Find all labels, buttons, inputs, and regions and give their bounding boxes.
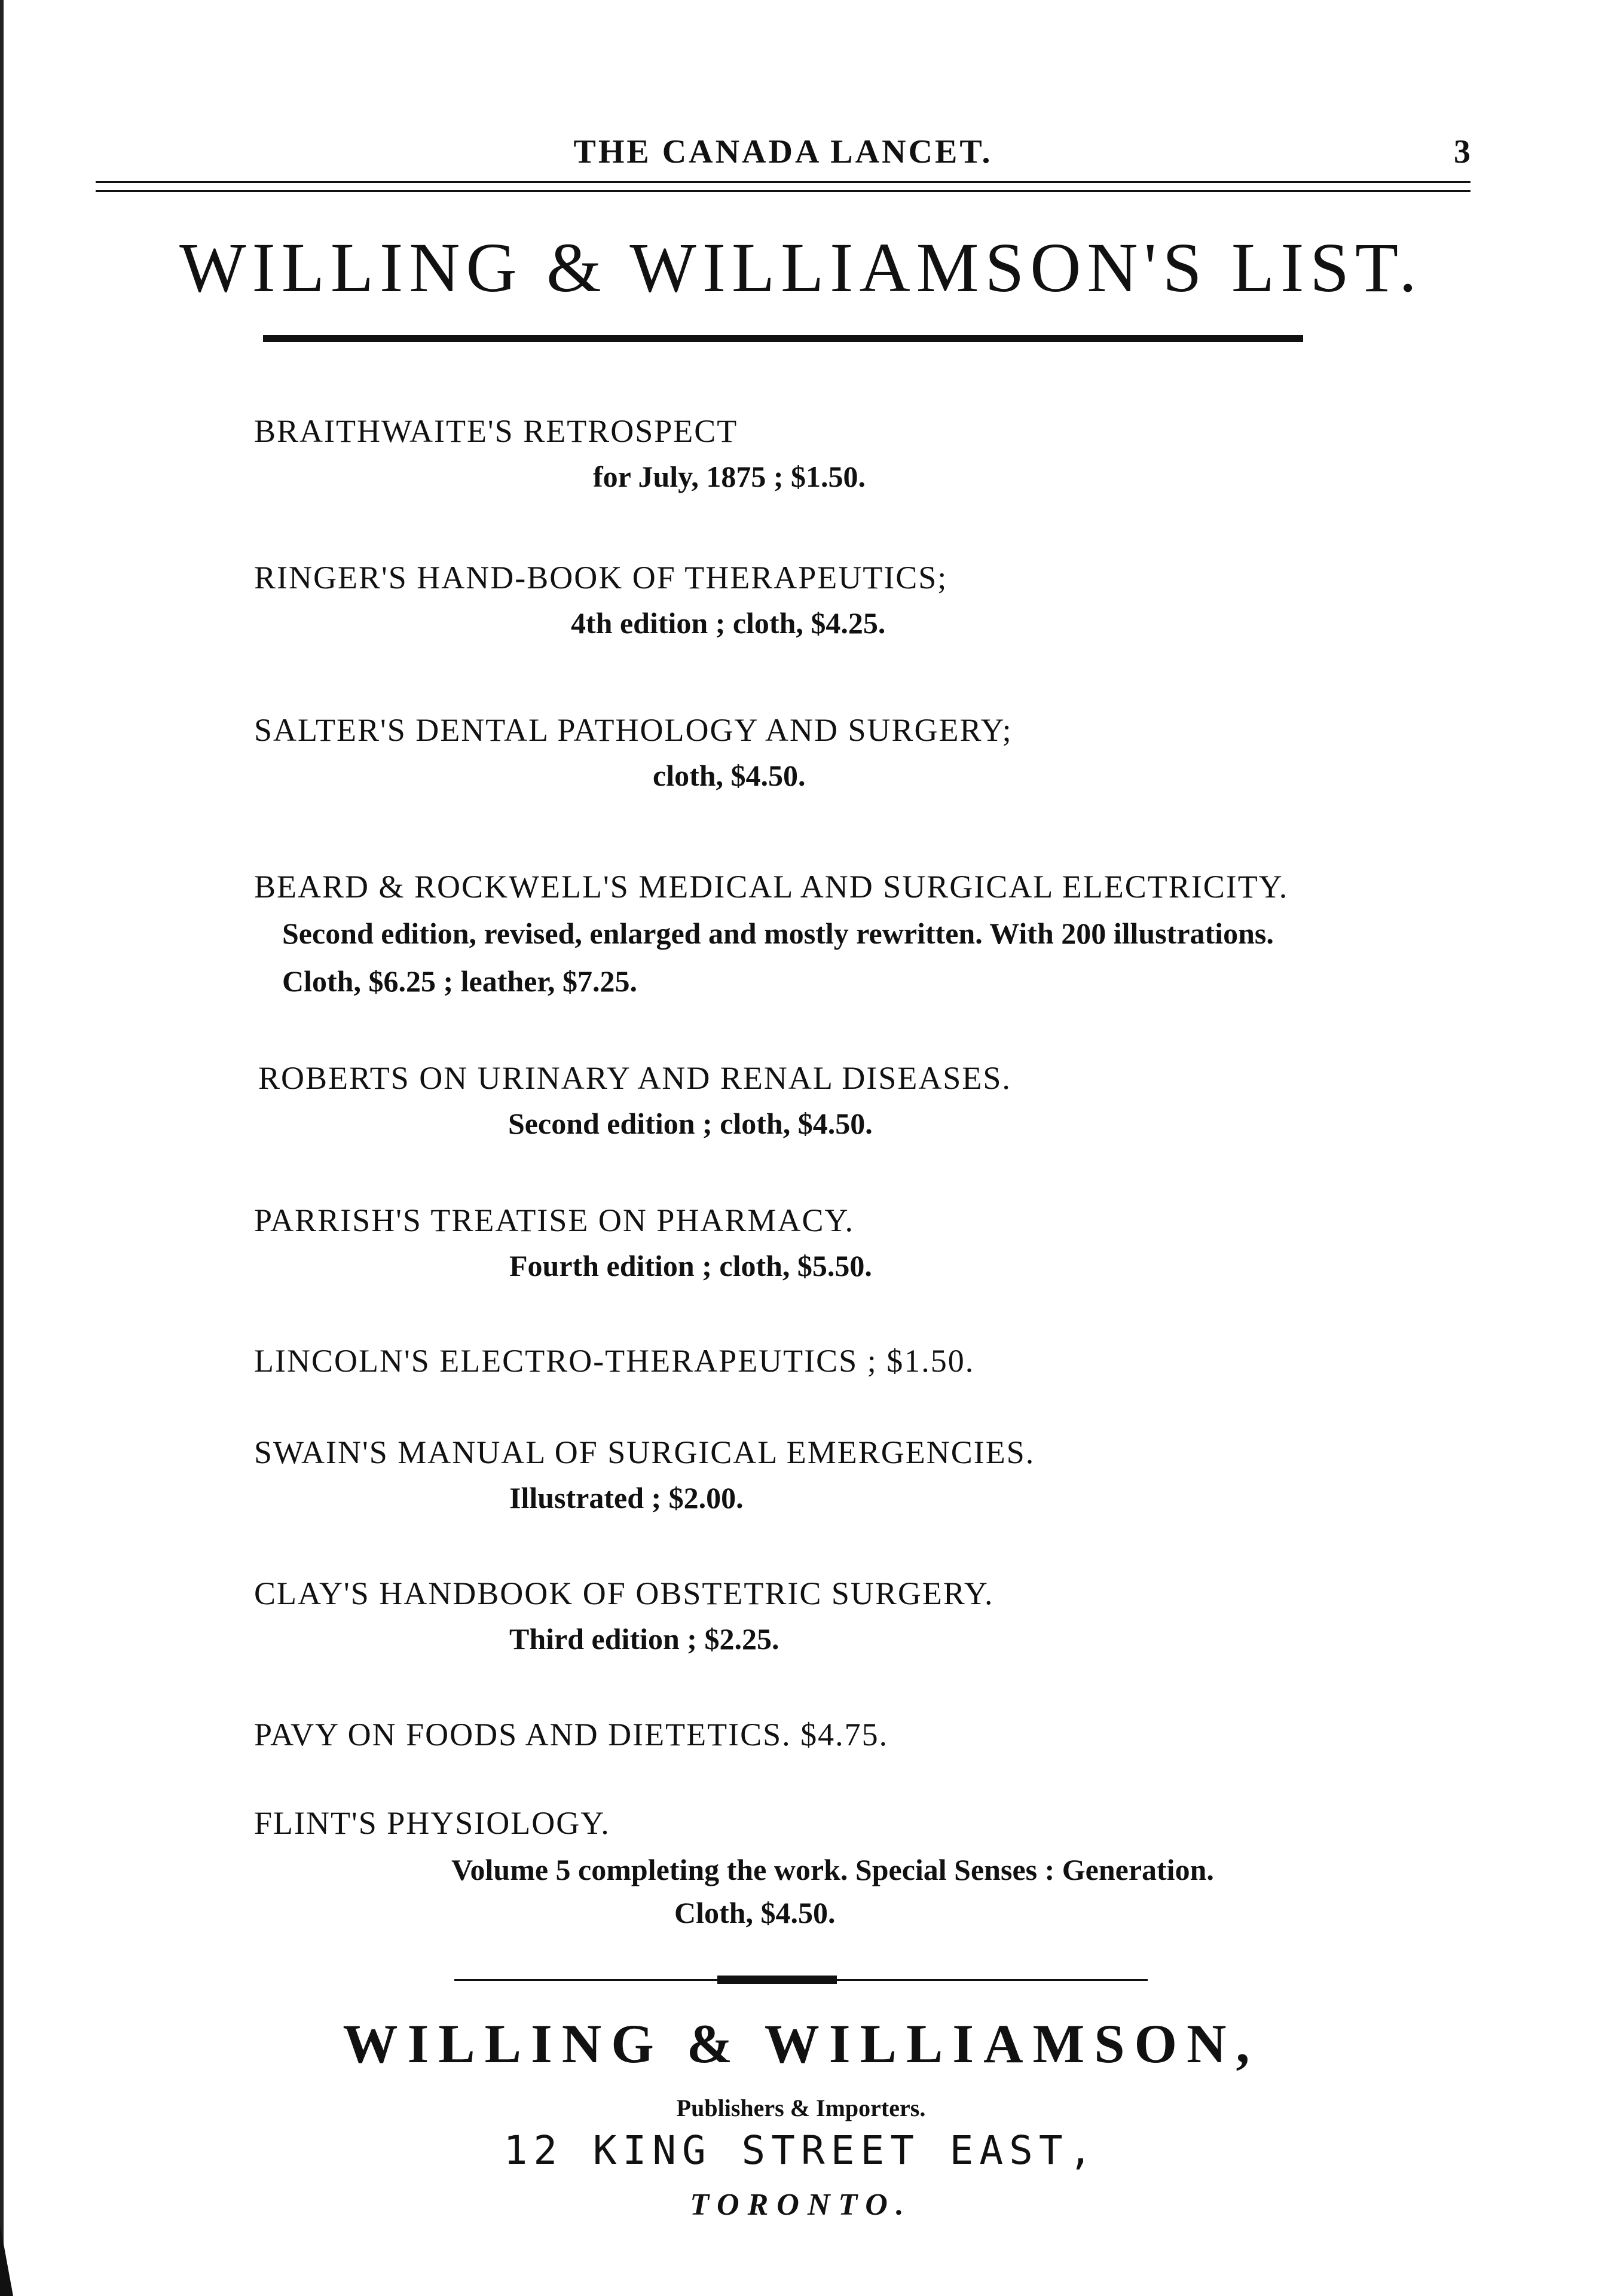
publisher-name: WILLING & WILLIAMSON, <box>343 2013 1259 2074</box>
book-title: LINCOLN'S ELECTRO-THERAPEUTICS ; $1.50. <box>254 1343 975 1379</box>
book-detail: 4th edition ; cloth, $4.25. <box>571 606 886 640</box>
publisher-address: 12 KING STREET EAST, <box>503 2127 1099 2173</box>
book-title: PAVY ON FOODS AND DIETETICS. $4.75. <box>254 1717 889 1752</box>
footer-rule-center <box>717 1976 837 1984</box>
book-title: ROBERTS ON URINARY AND RENAL DISEASES. <box>258 1060 1011 1096</box>
book-detail: Cloth, $6.25 ; leather, $7.25. <box>282 964 637 998</box>
book-detail: cloth, $4.50. <box>653 759 806 792</box>
title-rule <box>263 335 1303 342</box>
running-title: THE CANADA LANCET. <box>573 133 993 170</box>
book-detail: Second edition ; cloth, $4.50. <box>508 1107 873 1140</box>
book-detail: for July, 1875 ; $1.50. <box>593 460 866 493</box>
page-header <box>96 133 1470 181</box>
book-detail: Volume 5 completing the work. Special Senses : Generation. <box>451 1853 1214 1886</box>
book-title: CLAY'S HANDBOOK OF OBSTETRIC SURGERY. <box>254 1576 994 1611</box>
page-number: 3 <box>1454 133 1470 170</box>
book-detail: Second edition, revised, enlarged and mostly rewritten. With 200 illustrations. <box>282 917 1274 950</box>
list-title: WILLING & WILLIAMSON'S LIST. <box>179 228 1423 307</box>
publisher-role: Publishers & Importers. <box>676 2095 926 2121</box>
book-detail: Fourth edition ; cloth, $5.50. <box>509 1249 872 1283</box>
binding-edge <box>0 0 4 2296</box>
binding-corner-mark <box>0 2224 13 2296</box>
book-detail: Illustrated ; $2.00. <box>509 1481 744 1515</box>
book-detail: Third edition ; $2.25. <box>509 1622 779 1656</box>
header-rule <box>96 181 1470 192</box>
book-title: PARRISH'S TREATISE ON PHARMACY. <box>254 1202 854 1238</box>
book-detail: Cloth, $4.50. <box>674 1896 836 1929</box>
book-title: SWAIN'S MANUAL OF SURGICAL EMERGENCIES. <box>254 1434 1035 1470</box>
book-title: RINGER'S HAND-BOOK OF THERAPEUTICS; <box>254 560 948 596</box>
book-title: SALTER'S DENTAL PATHOLOGY AND SURGERY; <box>254 712 1013 748</box>
book-title: BEARD & ROCKWELL'S MEDICAL AND SURGICAL ELECTRICITY. <box>254 869 1289 905</box>
publisher-city: TORONTO. <box>690 2188 912 2222</box>
book-title: BRAITHWAITE'S RETROSPECT <box>254 413 738 449</box>
book-title: FLINT'S PHYSIOLOGY. <box>254 1805 610 1841</box>
